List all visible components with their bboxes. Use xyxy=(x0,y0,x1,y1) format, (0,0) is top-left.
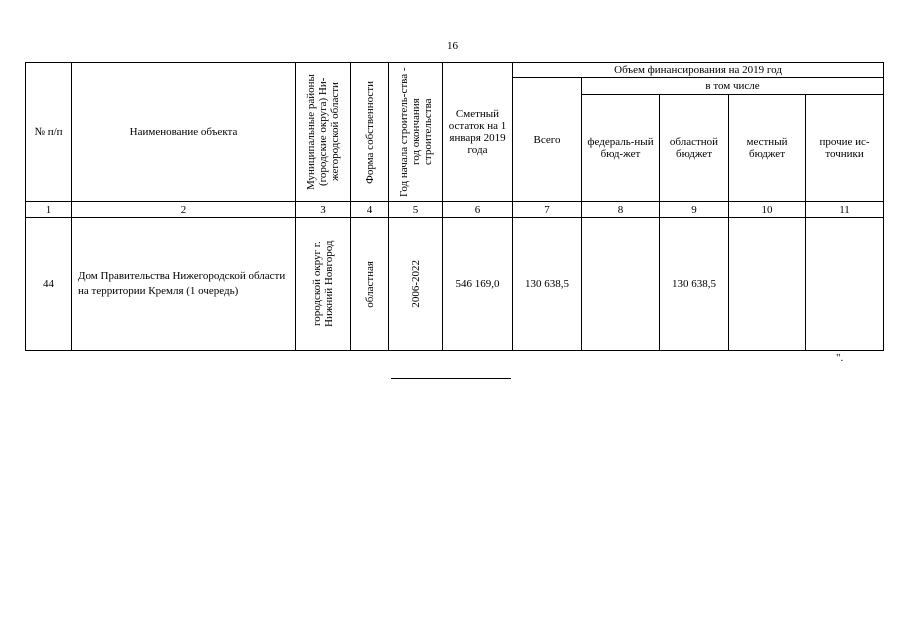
row-ownership: областная xyxy=(351,218,389,351)
header-estimated-balance: Сметный остаток на 1 января 2019 года xyxy=(443,63,513,202)
column-number: 10 xyxy=(729,202,806,218)
header-other-sources: прочие ис-точники xyxy=(806,95,884,202)
row-regional-budget: 130 638,5 xyxy=(660,218,729,351)
header-ownership: Форма собственности xyxy=(351,63,389,202)
column-number: 1 xyxy=(26,202,72,218)
divider-line xyxy=(391,378,511,379)
table-row xyxy=(26,218,884,351)
column-number: 4 xyxy=(351,202,389,218)
row-total: 130 638,5 xyxy=(513,218,582,351)
column-number: 9 xyxy=(660,202,729,218)
column-number: 7 xyxy=(513,202,582,218)
closing-quote-mark: ". xyxy=(836,352,844,364)
financing-table xyxy=(25,62,884,351)
header-funding-2019: Объем финансирования на 2019 год xyxy=(513,63,884,78)
column-number: 2 xyxy=(72,202,296,218)
column-number: 5 xyxy=(389,202,443,218)
header-construction-years: Год начала строитель-ства - год окончания строительства xyxy=(389,63,443,202)
row-estimated-balance: 546 169,0 xyxy=(443,218,513,351)
header-object-name: Наименование объекта xyxy=(72,63,296,202)
header-municipality: Муниципальные районы (городские округа) Ни-жегородской области xyxy=(296,63,351,202)
row-object-name: Дом Правительства Нижегородской области на территории Кремля (1 очередь) xyxy=(72,218,296,351)
row-other-sources xyxy=(806,218,884,351)
row-construction-years: 2006-2022 xyxy=(389,218,443,351)
column-number: 6 xyxy=(443,202,513,218)
row-municipality: городской округ г. Нижний Новгород xyxy=(296,218,351,351)
header-total: Всего xyxy=(513,78,582,202)
header-federal-budget: федераль-ный бюд-жет xyxy=(582,95,660,202)
header-number: № п/п xyxy=(26,63,72,202)
row-federal-budget xyxy=(582,218,660,351)
row-local-budget xyxy=(729,218,806,351)
column-number: 3 xyxy=(296,202,351,218)
row-number: 44 xyxy=(26,218,72,351)
column-number: 11 xyxy=(806,202,884,218)
header-regional-budget: областной бюджет xyxy=(660,95,729,202)
column-number-row xyxy=(26,202,884,218)
page-number: 16 xyxy=(447,40,458,52)
header-including: в том числе xyxy=(582,78,884,95)
column-number: 8 xyxy=(582,202,660,218)
header-local-budget: местный бюджет xyxy=(729,95,806,202)
